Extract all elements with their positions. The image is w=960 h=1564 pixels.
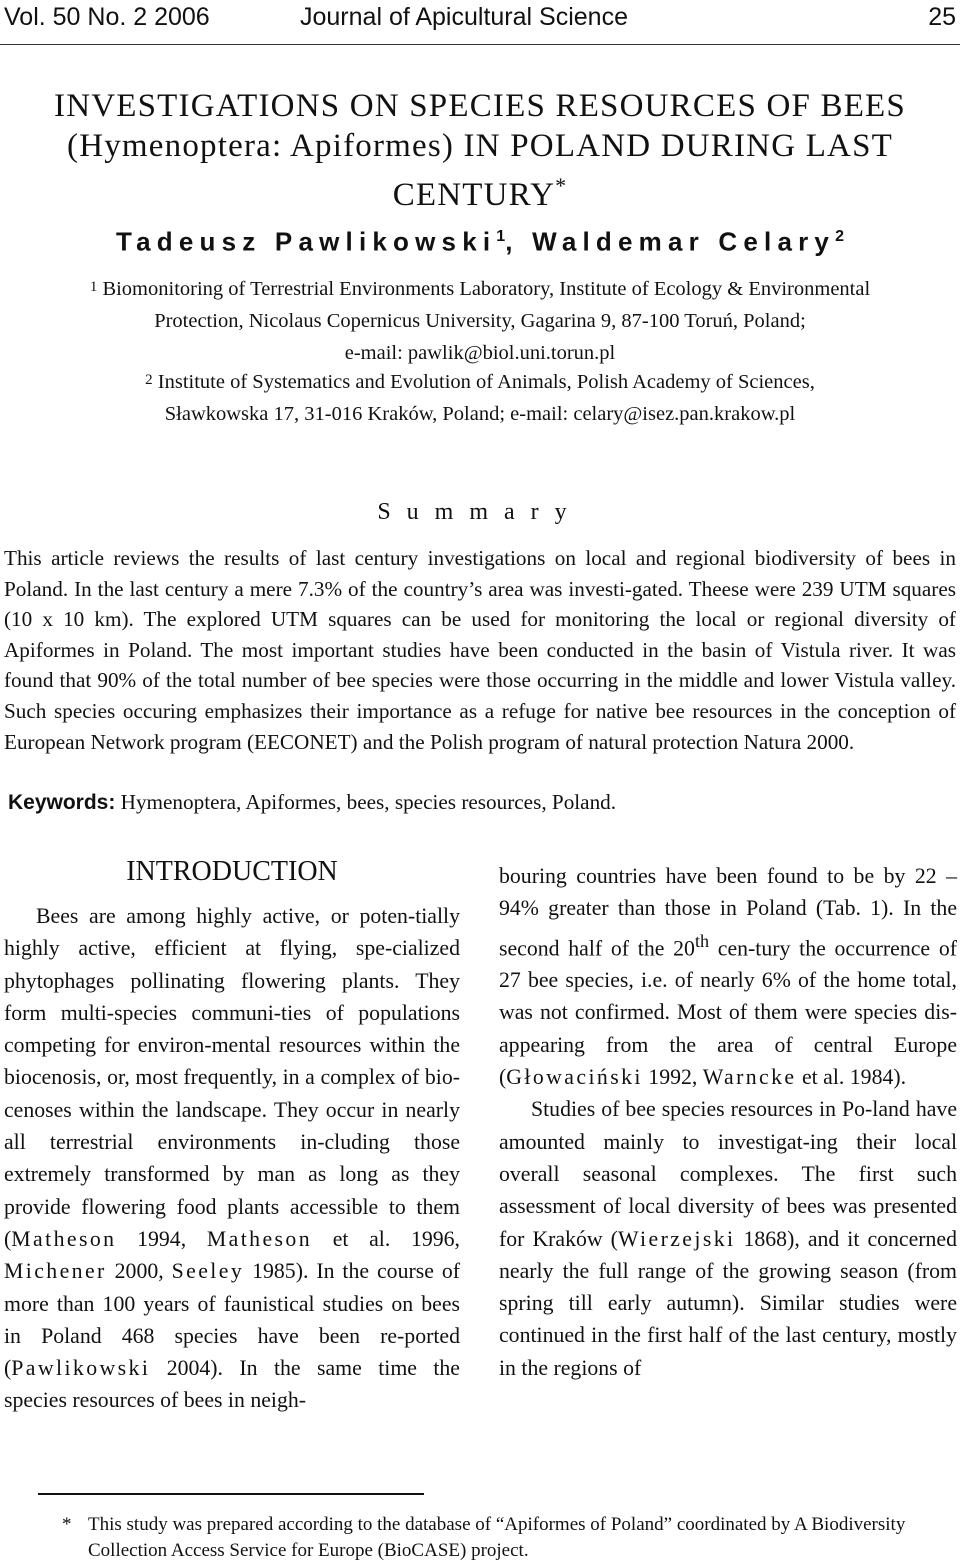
affiliation-1-line-1-text: Biomonitoring of Terrestrial Environments Laboratory, Institute of Ecology & Environmental bbox=[102, 278, 871, 300]
intro-text-a: Bees are among highly active, or poten-tially highly active, efficient at flying, spe-cialized phytophages pollinating flowering plants. They form multi-species communi-ties of populations competing for environ-mental resources within the biocenosis, or, most frequently, in a complex of bio-cenoses within the landscape. They occur in nearly all terrestrial environments in-cluding those extremely transformed by man as long as they provide flowering food plants accessible to them ( bbox=[4, 904, 460, 1251]
affiliation-2 bbox=[0, 364, 960, 430]
author-list bbox=[0, 220, 960, 259]
citation-glowacinski: Głowaciński bbox=[506, 1065, 643, 1090]
footnote-mark: * bbox=[62, 1514, 72, 1535]
affiliation-2-line-2: Sławkowska 17, 31-016 Kraków, Poland; e-mail: celary@isez.pan.krakow.pl bbox=[164, 403, 796, 425]
running-head bbox=[0, 0, 960, 34]
right-text-f: 1868), and it concerned nearly the full range of the growing season (from spring till early autumn). Similar studies were continued in the first half of the last century, mostly in the regions of bbox=[499, 1226, 957, 1380]
right-paragraph-1 bbox=[499, 860, 957, 1093]
intro-paragraph-1 bbox=[4, 900, 460, 1417]
citation-wierzejski: Wierzejski bbox=[617, 1226, 736, 1251]
left-column bbox=[4, 900, 460, 1417]
affiliation-2-line-1 bbox=[0, 364, 960, 398]
affiliation-1-line-2: Protection, Nicolaus Copernicus University, Gagarina 9, 87-100 Toruń, Poland; bbox=[154, 310, 806, 332]
volume-info: Vol. 50 No. 2 2006 bbox=[4, 3, 210, 31]
keywords bbox=[8, 787, 956, 818]
intro-text-e: 1985). In the course of more than 100 years of faunistical studies on bees in Poland 468 species have been re-ported ( bbox=[4, 1259, 460, 1381]
citation-seeley: Seeley bbox=[171, 1259, 245, 1284]
title-line-3 bbox=[0, 166, 960, 215]
title-line-1: INVESTIGATIONS ON SPECIES RESOURCES OF BEES bbox=[54, 88, 906, 124]
affiliation-2-line-1-text: Institute of Systematics and Evolution of Animals, Polish Academy of Sciences, bbox=[157, 371, 815, 393]
footnote-divider bbox=[38, 1493, 424, 1495]
citation-matheson: Matheson bbox=[11, 1226, 117, 1251]
affiliation-1 bbox=[0, 271, 960, 369]
author-2: Waldemar Celary bbox=[532, 226, 836, 257]
title-footnote-mark: * bbox=[555, 173, 568, 198]
citation-pawlikowski: Pawlikowski bbox=[11, 1356, 151, 1381]
title-line-2: (Hymenoptera: Apiformes) IN POLAND DURING LAST bbox=[67, 128, 893, 164]
article-title bbox=[0, 86, 960, 215]
right-text-b: cen-tury the occurrence of 27 bee species, i.e. of nearly 6% of the home total, was not confirmed. Most of them were species dis-appearing from the area of central Europe ( bbox=[499, 935, 957, 1090]
page-number: 25 bbox=[928, 3, 956, 31]
keywords-text: Hymenoptera, Apiformes, bees, species resources, Poland. bbox=[120, 790, 617, 814]
introduction-heading: INTRODUCTION bbox=[126, 856, 338, 887]
right-column bbox=[499, 860, 957, 1384]
title-line-3-text: CENTURY bbox=[392, 177, 556, 213]
affiliation-2-mark: 2 bbox=[145, 372, 153, 388]
citation-warncke: Warncke bbox=[702, 1065, 797, 1090]
right-superscript: th bbox=[694, 930, 710, 951]
author-1-affil: 1 bbox=[496, 228, 506, 245]
summary-text: This article reviews the results of last century investigations on local and regional biodiversity of bees in Poland. In the last century a mere 7.3% of the country’s area was investi-gated. Theese were 239 UTM squares (10 x 10 km). The explored UTM squares can be used for monitoring the local or regional diversity of Apiformes in Poland. The most important studies have been conducted in the basin of Vistula river. It was found that 90% of the total number of bee species were those occurring in the middle and lower Vistula valley. Such species occuring emphasizes their importance as a refuge for native bee resources in the conception of European Network program (EECONET) and the Polish program of natural protection Natura 2000. bbox=[4, 546, 956, 754]
intro-text-d: 2000, bbox=[106, 1259, 172, 1284]
author-2-affil: 2 bbox=[835, 228, 845, 245]
right-text-a: bouring countries have been found to be by 22 – 94% greater than those in Poland (Tab. 1). In the second half of the 20 bbox=[499, 864, 957, 960]
intro-text-f: 2004). In the same time the species resources of bees in neigh- bbox=[4, 1356, 460, 1413]
affiliation-1-mark: 1 bbox=[89, 279, 98, 295]
intro-text-c: et al. 1996, bbox=[312, 1226, 460, 1251]
affiliation-1-email: e-mail: pawlik@biol.uni.torun.pl bbox=[344, 342, 616, 364]
right-text-c: 1992, bbox=[642, 1065, 703, 1090]
header-divider bbox=[0, 44, 960, 45]
author-1: Tadeusz Pawlikowski bbox=[115, 226, 497, 257]
keywords-label: Keywords: bbox=[8, 791, 116, 814]
right-text-d: et al. 1984). bbox=[796, 1065, 907, 1090]
summary-heading: Summary bbox=[377, 499, 583, 525]
citation-matheson-2: Matheson bbox=[206, 1226, 313, 1251]
citation-michener: Michener bbox=[4, 1259, 107, 1284]
right-text-e: Studies of bee species resources in Po-land have amounted mainly to investigat-ing their local overall seasonal complexes. The first such assessment of local diversity of bees was presented for Kraków ( bbox=[499, 1097, 957, 1251]
author-separator: , bbox=[505, 226, 519, 257]
journal-name: Journal of Apicultural Science bbox=[300, 3, 628, 31]
right-paragraph-2 bbox=[499, 1093, 957, 1384]
footnote-text: This study was prepared according to the database of “Apiformes of Poland” coordinated by A Biodiversity Collection Access Service for Europe (BioCASE) project. bbox=[88, 1514, 906, 1561]
affiliation-1-line-1 bbox=[0, 271, 960, 305]
intro-text-b: 1994, bbox=[116, 1226, 207, 1251]
